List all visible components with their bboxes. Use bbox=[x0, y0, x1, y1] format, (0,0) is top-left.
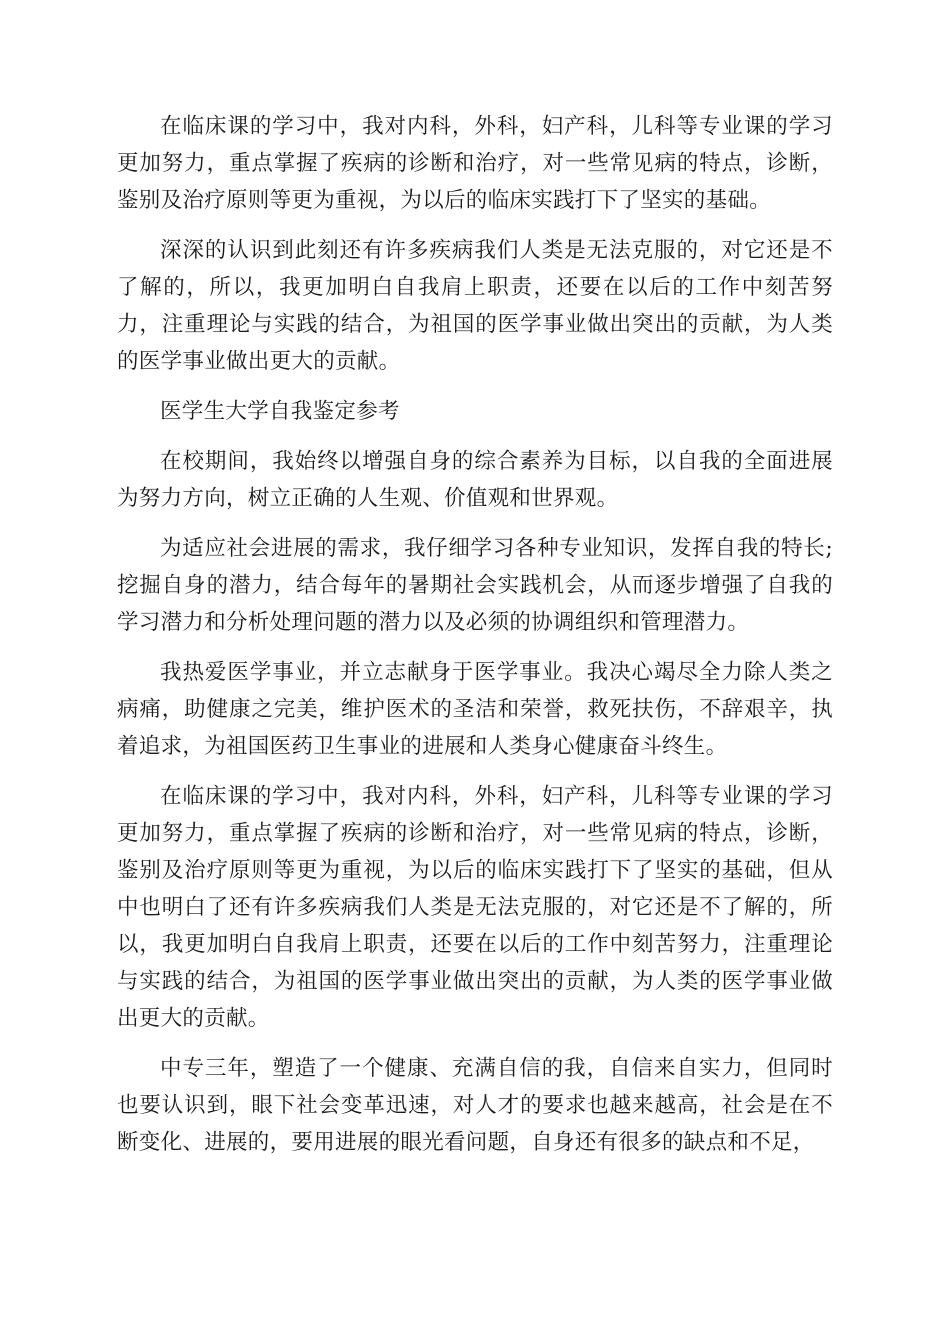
paragraph-clinical-study-extended: 在临床课的学习中，我对内科，外科，妇产科，儿科等专业课的学习更加努力，重点掌握了疾病的诊断和治疗，对一些常见病的特点，诊断，鉴别及治疗原则等更为重视，为以后的临床实践打下了坚实的基础，但从中也明白了还有许多疾病我们人类是无法克服的，对它还是不了解的，所以，我更加明白自我肩上职责，还要在以后的工作中刻苦努力，注重理论与实践的结合，为祖国的医学事业做出突出的贡献，为人类的医学事业做出更大的贡献。 bbox=[117, 784, 833, 1031]
paragraph-three-years: 中专三年，塑造了一个健康、充满自信的我，自信来自实力，但同时也要认识到，眼下社会变革迅速，对人才的要求也越来越高，社会是在不断变化、进展的，要用进展的眼光看问题，自身还有很多的缺点和不足， bbox=[117, 1056, 833, 1155]
document-body bbox=[117, 108, 833, 1174]
paragraph-social-development: 为适应社会进展的需求，我仔细学习各种专业知识，发挥自我的特长;挖掘自身的潜力，结合每年的暑期社会实践机会，从而逐步增强了自我的学习潜力和分析处理问题的潜力以及必须的协调组织和管理潜力。 bbox=[117, 536, 833, 635]
paragraph-clinical-study: 在临床课的学习中，我对内科，外科，妇产科，儿科等专业课的学习更加努力，重点掌握了疾病的诊断和治疗，对一些常见病的特点，诊断，鉴别及治疗原则等更为重视，为以后的临床实践打下了坚实的基础。 bbox=[117, 114, 833, 213]
paragraph-school-period: 在校期间，我始终以增强自身的综合素养为目标，以自我的全面进展为努力方向，树立正确的人生观、价值观和世界观。 bbox=[117, 449, 833, 511]
paragraph-medical-dedication: 我热爱医学事业，并立志献身于医学事业。我决心竭尽全力除人类之病痛，助健康之完美，维护医术的圣洁和荣誉，救死扶伤，不辞艰辛，执着追求，为祖国医药卫生事业的进展和人类身心健康奋斗终生。 bbox=[117, 660, 833, 759]
section-heading: 医学生大学自我鉴定参考 bbox=[160, 399, 400, 424]
paragraph-responsibility: 深深的认识到此刻还有许多疾病我们人类是无法克服的，对它还是不了解的，所以，我更加明白自我肩上职责，还要在以后的工作中刻苦努力，注重理论与实践的结合，为祖国的医学事业做出突出的贡献，为人类的医学事业做出更大的贡献。 bbox=[117, 238, 833, 374]
